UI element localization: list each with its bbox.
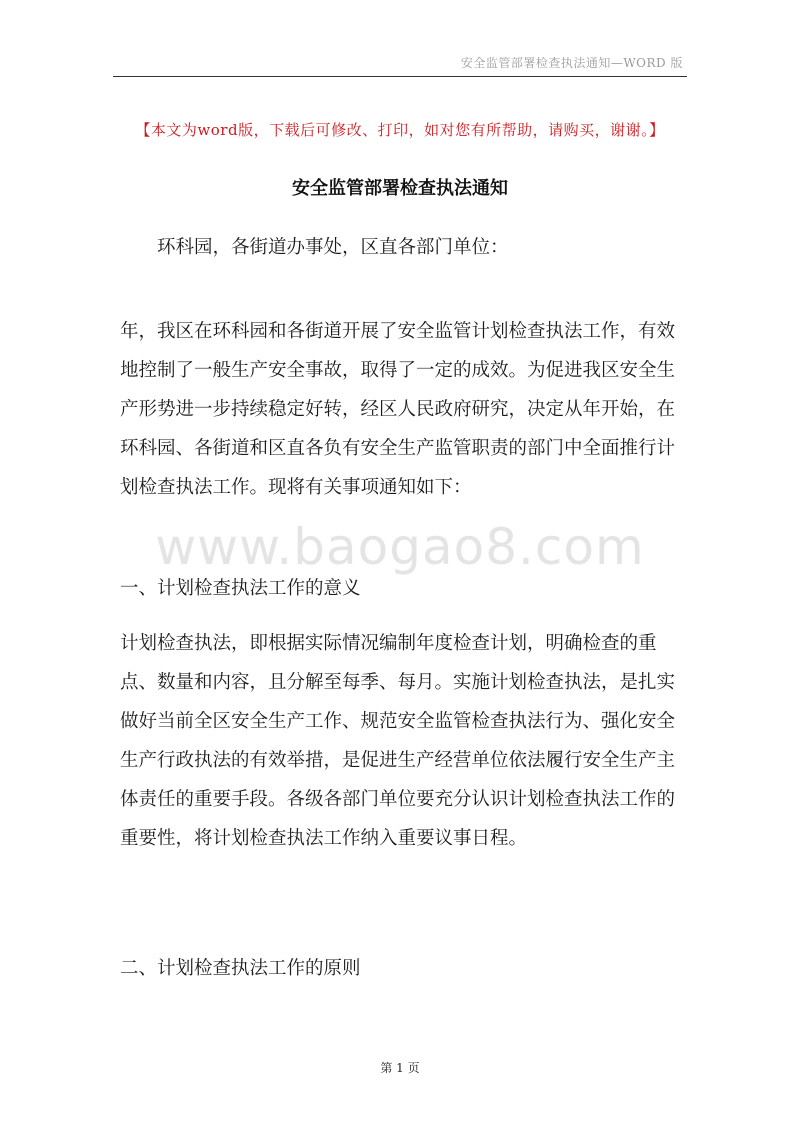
purchase-notice: 【本文为word版，下载后可修改、打印，如对您有所帮助，请购买，谢谢。】 [135,121,665,139]
header-divider [113,76,687,77]
section-heading-1: 一、计划检查执法工作的意义 [120,578,361,599]
body-paragraph-intro: 年，我区在环科园和各街道开展了安全监管计划检查执法工作，有效地控制了一般生产安全事故，取得了一定的成效。为促进我区安全生产形势进一步持续稳定好转，经区人民政府研究，决定从年开始，在环科园、各街道和区直各负有安全生产监管职责的部门中全面推行计划检查执法工作。现将有关事项通知如下： [120,321,676,498]
document-title: 安全监管部署检查执法通知 [292,178,508,199]
salutation: 环科园，各街道办事处，区直各部门单位： [157,237,509,258]
section-heading-2: 二、计划检查执法工作的原则 [120,958,361,979]
page-number: 第 1 页 [380,1061,420,1075]
running-header: 安全监管部署检查执法通知—WORD 版 [460,56,683,70]
watermark: www.baogao8.com [155,518,645,576]
body-paragraph-significance: 计划检查执法，即根据实际情况编制年度检查计划，明确检查的重点、数量和内容，且分解至每季、每月。实施计划检查执法，是扎实做好当前全区安全生产工作、规范安全监管检查执法行为、强化安全生产行政执法的有效举措，是促进生产经营单位依法履行安全生产主体责任的重要手段。各级各部门单位要充分认识计划检查执法工作的重要性，将计划检查执法工作纳入重要议事日程。 [120,633,676,849]
